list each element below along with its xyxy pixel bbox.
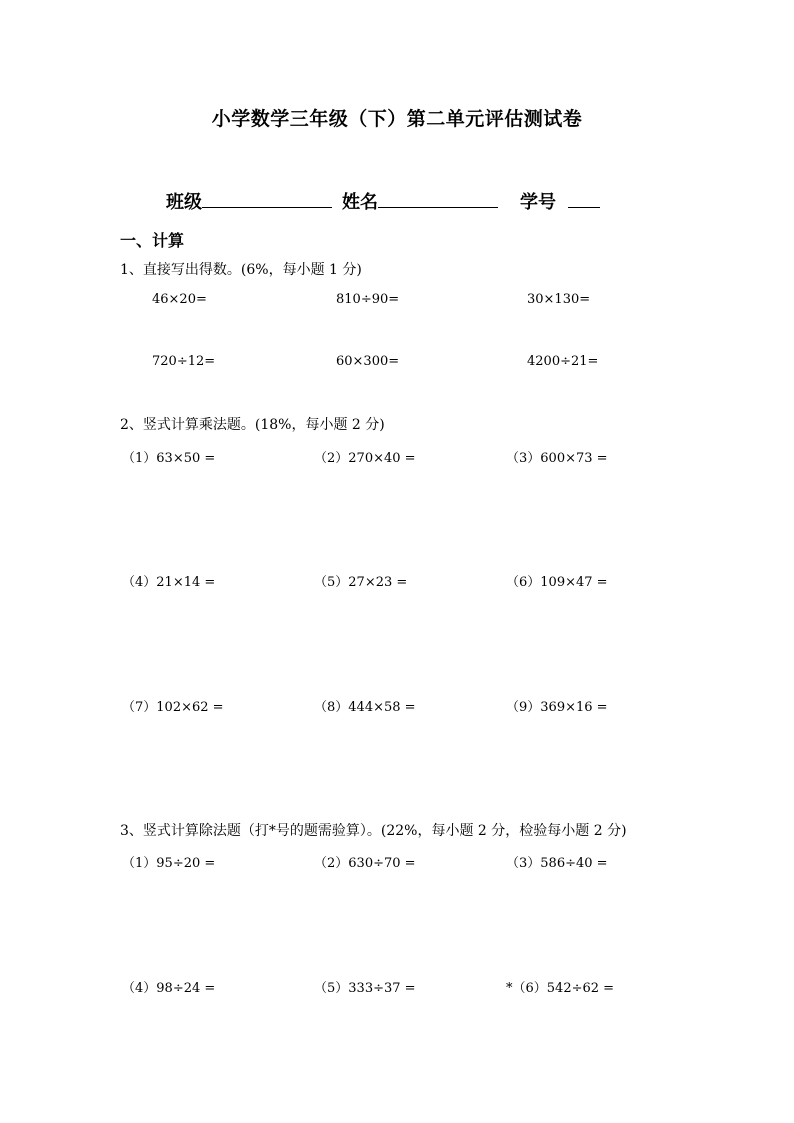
class-blank xyxy=(202,189,332,208)
q3-item: （4）98÷24 = xyxy=(122,981,216,996)
number-label: 学号 xyxy=(520,192,556,213)
class-label: 班级 xyxy=(166,192,202,213)
page-title: 小学数学三年级（下）第二单元评估测试卷 xyxy=(211,108,583,130)
number-blank xyxy=(568,189,600,208)
q2-item: （2）270×40 = xyxy=(314,451,416,466)
q2-item: （6）109×47 = xyxy=(506,575,608,590)
q3-item: *（6）542÷62 = xyxy=(506,981,615,996)
q2-item: （4）21×14 = xyxy=(122,575,216,590)
q1-item: 4200÷21= xyxy=(527,354,599,369)
q2-item: （8）444×58 = xyxy=(314,700,416,715)
q3-item: （1）95÷20 = xyxy=(122,856,216,871)
name-label: 姓名 xyxy=(342,192,378,213)
q1-item: 30×130= xyxy=(527,292,591,307)
q2-item: （7）102×62 = xyxy=(122,700,224,715)
q3-item: （2）630÷70 = xyxy=(314,856,416,871)
name-blank xyxy=(378,189,498,208)
question-3-heading: 3、竖式计算除法题（打*号的题需验算）。(22%，每小题 2 分，检验每小题 2 分) xyxy=(120,823,627,839)
section-title: 一、计算 xyxy=(120,231,185,250)
q1-item: 60×300= xyxy=(336,354,400,369)
q1-item: 46×20= xyxy=(152,292,207,307)
q3-item: （3）586÷40 = xyxy=(506,856,608,871)
q2-item: （3）600×73 = xyxy=(506,451,608,466)
student-info-row xyxy=(166,188,600,214)
question-1-heading: 1、直接写出得数。(6%，每小题 1 分) xyxy=(120,262,362,278)
q3-item: （5）333÷37 = xyxy=(314,981,416,996)
q1-item: 810÷90= xyxy=(336,292,400,307)
q2-item: （9）369×16 = xyxy=(506,700,608,715)
q2-item: （1）63×50 = xyxy=(122,451,216,466)
q1-item: 720÷12= xyxy=(152,354,216,369)
question-2-heading: 2、竖式计算乘法题。(18%，每小题 2 分) xyxy=(120,417,385,433)
q2-item: （5）27×23 = xyxy=(314,575,408,590)
